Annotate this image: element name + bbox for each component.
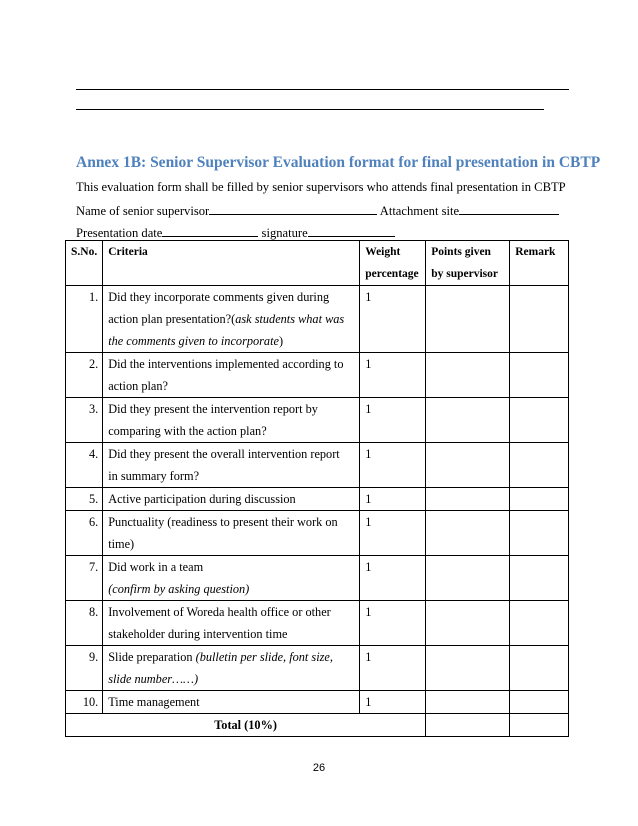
remark-cell[interactable] — [510, 601, 569, 646]
signature-field[interactable] — [308, 225, 395, 237]
intro-text: This evaluation form shall be filled by senior supervisors who attends final presentation in CBTP — [76, 180, 566, 194]
total-label: Total (10%) — [66, 714, 426, 737]
table-row: 4. Did they present the overall intervention report in summary form? 1 — [66, 443, 569, 488]
points-cell[interactable] — [426, 286, 510, 353]
criteria-cell: Involvement of Woreda health office or other stakeholder during intervention time — [103, 601, 360, 646]
col-header-weight: Weight percentage — [360, 241, 426, 286]
weight-cell: 1 — [360, 286, 426, 353]
points-cell[interactable] — [426, 353, 510, 398]
supervisor-line — [76, 203, 559, 219]
attachment-site-label: Attachment site — [379, 204, 460, 218]
points-cell[interactable] — [426, 556, 510, 601]
blank-answer-line — [76, 109, 544, 110]
points-cell[interactable] — [426, 443, 510, 488]
criteria-cell: Did the interventions implemented according to action plan? — [103, 353, 360, 398]
table-row: 1. Did they incorporate comments given during action plan presentation?(ask students what was the comments given to incorporate) 1 — [66, 286, 569, 353]
points-total-cell[interactable] — [426, 714, 510, 737]
table-row: 10. Time management 1 — [66, 691, 569, 714]
supervisor-name-label: Name of senior supervisor — [76, 204, 210, 218]
remark-cell[interactable] — [510, 691, 569, 714]
annex-heading: Annex 1B: Senior Supervisor Evaluation format for final presentation in CBTP — [76, 154, 601, 171]
remark-cell[interactable] — [510, 556, 569, 601]
weight-cell: 1 — [360, 646, 426, 691]
signature-label: signature — [261, 226, 308, 240]
criteria-cell: Did they present the overall intervention report in summary form? — [103, 443, 360, 488]
points-cell[interactable] — [426, 398, 510, 443]
page-number: 26 — [312, 762, 326, 774]
table-row: 2. Did the interventions implemented according to action plan? 1 — [66, 353, 569, 398]
remark-total-cell[interactable] — [510, 714, 569, 737]
criteria-cell: Slide preparation (bulletin per slide, font size, slide number……) — [103, 646, 360, 691]
table-row: 3. Did they present the intervention report by comparing with the action plan? 1 — [66, 398, 569, 443]
table-row: 5. Active participation during discussion 1 — [66, 488, 569, 511]
remark-cell[interactable] — [510, 353, 569, 398]
criteria-cell: Did work in a team (confirm by asking question) — [103, 556, 360, 601]
criteria-cell: Time management — [103, 691, 360, 714]
date-line — [76, 225, 395, 241]
col-header-remark: Remark — [510, 241, 569, 286]
weight-cell: 1 — [360, 443, 426, 488]
table-row: 8. Involvement of Woreda health office or other stakeholder during intervention time 1 — [66, 601, 569, 646]
weight-cell: 1 — [360, 488, 426, 511]
criteria-cell: Did they incorporate comments given during action plan presentation?(ask students what was the comments given to incorporate) — [103, 286, 360, 353]
col-header-points: Points given by supervisor — [426, 241, 510, 286]
table-row: 6. Punctuality (readiness to present their work on time) 1 — [66, 511, 569, 556]
total-row — [66, 714, 569, 737]
weight-cell: 1 — [360, 691, 426, 714]
points-cell[interactable] — [426, 511, 510, 556]
evaluation-table — [65, 240, 569, 737]
col-header-criteria: Criteria — [103, 241, 360, 286]
weight-cell: 1 — [360, 511, 426, 556]
points-cell[interactable] — [426, 488, 510, 511]
points-cell[interactable] — [426, 601, 510, 646]
attachment-site-field[interactable] — [459, 203, 559, 215]
criteria-cell: Punctuality (readiness to present their work on time) — [103, 511, 360, 556]
remark-cell[interactable] — [510, 511, 569, 556]
criteria-cell: Active participation during discussion — [103, 488, 360, 511]
points-cell[interactable] — [426, 646, 510, 691]
weight-cell: 1 — [360, 353, 426, 398]
criteria-cell: Did they present the intervention report by comparing with the action plan? — [103, 398, 360, 443]
supervisor-name-field[interactable] — [209, 203, 377, 215]
remark-cell[interactable] — [510, 488, 569, 511]
col-header-sno: S.No. — [66, 241, 103, 286]
table-row: 9. Slide preparation (bulletin per slide, font size, slide number……) 1 — [66, 646, 569, 691]
presentation-date-label: Presentation date — [76, 226, 163, 240]
blank-answer-line — [76, 89, 569, 90]
points-cell[interactable] — [426, 691, 510, 714]
remark-cell[interactable] — [510, 443, 569, 488]
weight-cell: 1 — [360, 601, 426, 646]
table-row: 7. Did work in a team (confirm by asking question) 1 — [66, 556, 569, 601]
remark-cell[interactable] — [510, 646, 569, 691]
weight-cell: 1 — [360, 398, 426, 443]
presentation-date-field[interactable] — [162, 225, 258, 237]
remark-cell[interactable] — [510, 286, 569, 353]
weight-cell: 1 — [360, 556, 426, 601]
table-header-row — [66, 241, 569, 286]
remark-cell[interactable] — [510, 398, 569, 443]
